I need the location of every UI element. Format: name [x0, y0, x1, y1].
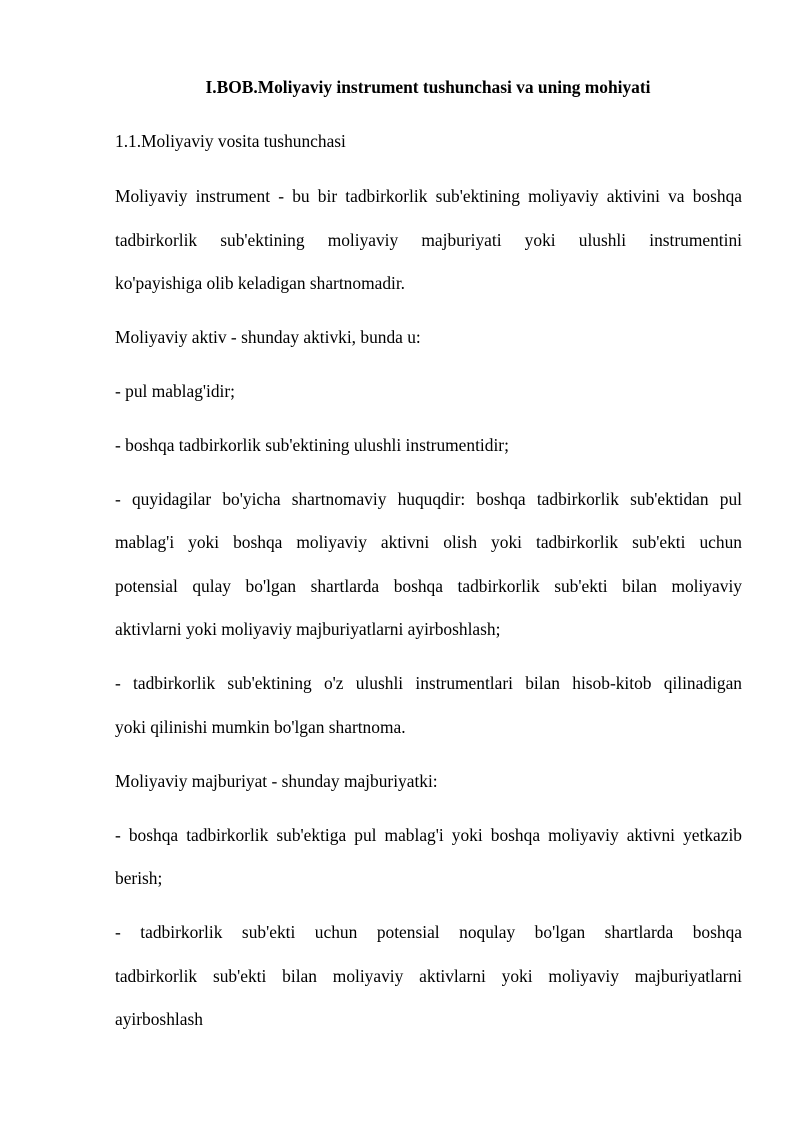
- paragraph-line: Moliyaviy aktiv - shunday aktivki, bunda u:: [115, 327, 421, 347]
- paragraph-line: ko'payishiga olib keladigan shartnomadir.: [115, 273, 406, 293]
- paragraph-line: Moliyaviy majburiyat - shunday majburiyatki:: [115, 771, 438, 791]
- list-item: - boshqa tadbirkorlik sub'ektiga pul mablag'i yoki boshqa moliyaviy aktivni yetkazib: [115, 825, 742, 845]
- paragraph-line: Moliyaviy instrument - bu bir tadbirkorlik sub'ektining moliyaviy aktivini va boshqa: [115, 186, 742, 206]
- list-item-continuation: ayirboshlash: [115, 1009, 203, 1029]
- list-item-continuation: berish;: [115, 868, 163, 888]
- chapter-title: I.BOB.Moliyaviy instrument tushunchasi va uning mohiyati: [205, 77, 651, 97]
- section-heading: 1.1.Moliyaviy vosita tushunchasi: [115, 131, 346, 151]
- list-item-continuation: potensial qulay bo'lgan shartlarda boshqa tadbirkorlik sub'ekti bilan moliyaviy: [115, 576, 742, 596]
- list-item-continuation: aktivlarni yoki moliyaviy majburiyatlarni ayirboshlash;: [115, 619, 501, 639]
- paragraph-line: tadbirkorlik sub'ektining moliyaviy majburiyati yoki ulushli instrumentini: [115, 230, 742, 250]
- list-item: - tadbirkorlik sub'ekti uchun potensial noqulay bo'lgan shartlarda boshqa: [115, 922, 742, 942]
- list-item: - pul mablag'idir;: [115, 381, 236, 401]
- list-item-continuation: mablag'i yoki boshqa moliyaviy aktivni olish yoki tadbirkorlik sub'ekti uchun: [115, 532, 742, 552]
- list-item: - quyidagilar bo'yicha shartnomaviy huquqdir: boshqa tadbirkorlik sub'ektidan pul: [115, 489, 742, 509]
- list-item-continuation: tadbirkorlik sub'ekti bilan moliyaviy aktivlarni yoki moliyaviy majburiyatlarni: [115, 966, 742, 986]
- list-item-continuation: yoki qilinishi mumkin bo'lgan shartnoma.: [115, 717, 406, 737]
- list-item: - boshqa tadbirkorlik sub'ektining ulushli instrumentidir;: [115, 435, 509, 455]
- list-item: - tadbirkorlik sub'ektining o'z ulushli instrumentlari bilan hisob-kitob qilinadigan: [115, 673, 742, 693]
